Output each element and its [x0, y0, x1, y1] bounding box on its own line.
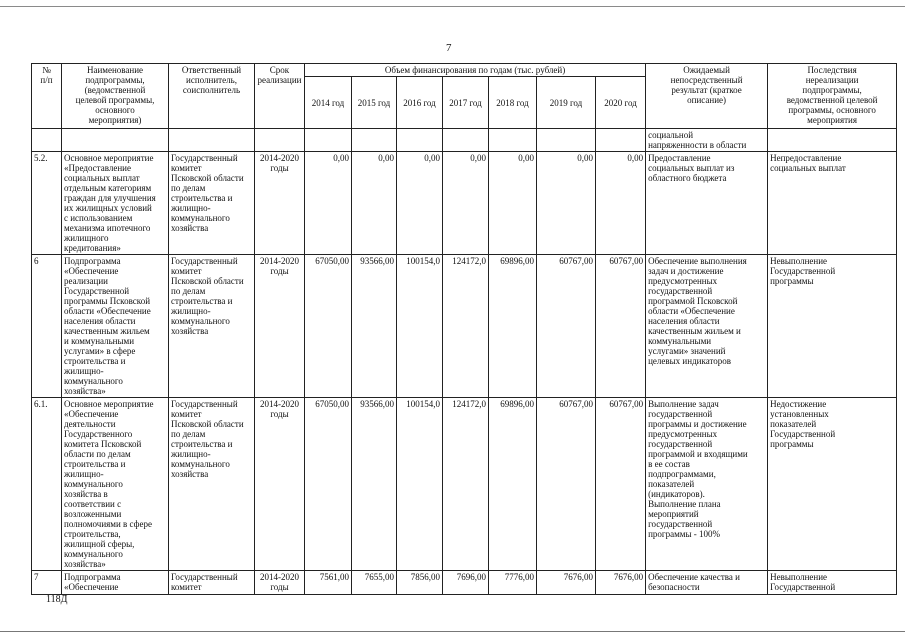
row-term: 2014-2020 годы [255, 571, 305, 595]
header-year: 2018 год [489, 77, 537, 129]
header-year: 2020 год [596, 77, 646, 129]
header-term: Срок реализации [255, 64, 305, 129]
table-row [32, 255, 897, 398]
row-executor: Государственный комитет Псковской области по делам строительства и жилищно- коммунального хозяйства [169, 398, 255, 571]
row-value: 60767,00 [596, 398, 646, 571]
header-num: № п/п [32, 64, 62, 129]
header-year: 2015 год [352, 77, 397, 129]
table-row [32, 398, 897, 571]
row-executor: Государственный комитет [169, 571, 255, 595]
row-value: 67050,00 [305, 398, 352, 571]
row-value: 93566,00 [352, 255, 397, 398]
row-value: 7696,00 [443, 571, 489, 595]
row-term: 2014-2020 годы [255, 398, 305, 571]
row-value: 0,00 [397, 152, 443, 255]
continuation-row [32, 129, 897, 152]
row-executor: Государственный комитет Псковской области по делам строительства и жилищно- коммунального хозяйства [169, 255, 255, 398]
scan-bottom-edge [0, 631, 905, 632]
row-name: Подпрограмма «Обеспечение реализации Государственной программы Псковской области «Обеспечение населения области качественным жильем и коммунальными услугами» в сфере строительства и жилищно- коммунального хозяйства» [62, 255, 169, 398]
row-value: 100154,0 [397, 398, 443, 571]
scan-top-edge [0, 6, 905, 7]
row-value: 7561,00 [305, 571, 352, 595]
header-consequences: Последствия нереализации подпрограммы, ведомственной целевой программы, основного мероприятия [768, 64, 897, 129]
footer-code: 118Д [46, 594, 68, 605]
row-value: 60767,00 [596, 255, 646, 398]
row-result: Обеспечение качества и безопасности [646, 571, 768, 595]
row-num: 6 [32, 255, 62, 398]
header-year: 2014 год [305, 77, 352, 129]
row-name: Основное мероприятие «Обеспечение деятельности Государственного комитета Псковской области по делам строительства и жилищно- коммунального хозяйства в соответствии с возложенными полномочиями в сфере строительства, жилищной сферы, коммунального хозяйства» [62, 398, 169, 571]
row-consequences: Невыполнение Государственной программы [768, 255, 897, 398]
row-value: 7676,00 [596, 571, 646, 595]
row-value: 69896,00 [489, 255, 537, 398]
row-consequences: Невыполнение Государственной [768, 571, 897, 595]
row-name: Основное мероприятие «Предоставление социальных выплат отдельным категориям граждан для улучшения их жилищных условий с использованием механизма ипотечного жилищного кредитования» [62, 152, 169, 255]
row-name: Подпрограмма «Обеспечение [62, 571, 169, 595]
program-table [31, 63, 897, 595]
header-year: 2017 год [443, 77, 489, 129]
row-result: Предоставление социальных выплат из областного бюджета [646, 152, 768, 255]
row-value: 67050,00 [305, 255, 352, 398]
table-row [32, 152, 897, 255]
row-value: 124172,0 [443, 255, 489, 398]
row-value: 0,00 [305, 152, 352, 255]
row-value: 7655,00 [352, 571, 397, 595]
row-num: 5.2. [32, 152, 62, 255]
row-term: 2014-2020 годы [255, 255, 305, 398]
row-num: 7 [32, 571, 62, 595]
row-num: 6.1. [32, 398, 62, 571]
row-value: 93566,00 [352, 398, 397, 571]
row-consequences: Недостижение установленных показателей Государственной программы [768, 398, 897, 571]
row-value: 0,00 [489, 152, 537, 255]
row-value: 100154,0 [397, 255, 443, 398]
row-result: Выполнение задач государственной программы и достижение предусмотренных государственной программой и входящими в ее состав подпрограммами, показателей (индикаторов). Выполнение плана мероприятий государственной программы - 100% [646, 398, 768, 571]
header-year: 2016 год [397, 77, 443, 129]
row-value: 7856,00 [397, 571, 443, 595]
header-executor: Ответственный исполнитель, соисполнитель [169, 64, 255, 129]
row-term: 2014-2020 годы [255, 152, 305, 255]
table-row [32, 571, 897, 595]
header-funding: Объем финансирования по годам (тыс. рублей) [305, 64, 646, 77]
continuation-result: социальной напряженности в области [646, 129, 768, 152]
row-value: 124172,0 [443, 398, 489, 571]
row-value: 0,00 [596, 152, 646, 255]
page-number: 7 [446, 42, 452, 54]
header-year: 2019 год [537, 77, 596, 129]
row-value: 60767,00 [537, 255, 596, 398]
row-value: 0,00 [352, 152, 397, 255]
row-value: 69896,00 [489, 398, 537, 571]
row-executor: Государственный комитет Псковской области по делам строительства и жилищно- коммунального хозяйства [169, 152, 255, 255]
header-name: Наименование подпрограммы, (ведомственной целевой программы, основного мероприятия) [62, 64, 169, 129]
header-result: Ожидаемый непосредственный результат (краткое описание) [646, 64, 768, 129]
row-value: 0,00 [443, 152, 489, 255]
row-value: 7776,00 [489, 571, 537, 595]
row-value: 60767,00 [537, 398, 596, 571]
row-consequences: Непредоставление социальных выплат [768, 152, 897, 255]
row-value: 7676,00 [537, 571, 596, 595]
row-value: 0,00 [537, 152, 596, 255]
row-result: Обеспечение выполнения задач и достижение предусмотренных государственной программой Псковской области «Обеспечение населения области качественным жильем и коммунальными услугами» значений целевых индикаторов [646, 255, 768, 398]
